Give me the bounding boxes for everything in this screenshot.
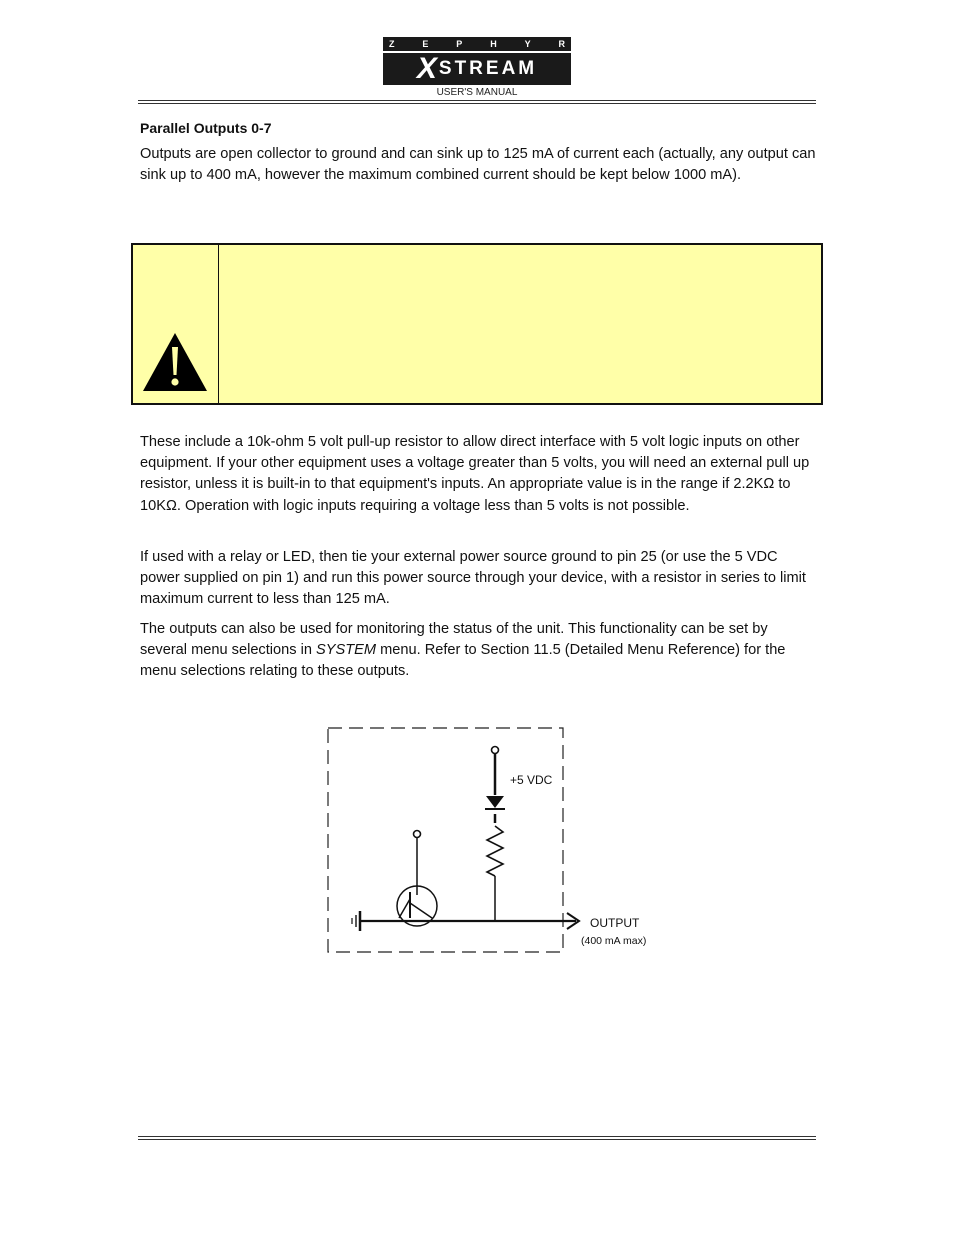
logo-x: X xyxy=(416,52,437,85)
logo-letter: P xyxy=(456,39,463,49)
logo-main-bar xyxy=(383,53,571,85)
logo-letter: Z xyxy=(389,39,395,49)
pullup-paragraph: These include a 10k-ohm 5 volt pull-up resistor to allow direct interface with 5 volt logic inputs on other equipment. If your other equipment uses a voltage greater than 5 volts, you will need an external pull up resistor, unless it is built-in to that equipment's inputs. An appropriate value is in the range if 2.2KΩ to 10KΩ. Operation with logic inputs requiring a voltage less than 5 volts is not possible. xyxy=(140,434,810,514)
system-menu-name: SYSTEM xyxy=(316,642,377,659)
output-circuit-diagram xyxy=(322,720,647,965)
logo-letter: R xyxy=(558,39,565,49)
manual-subtitle: USER'S MANUAL xyxy=(436,87,518,98)
header-rule xyxy=(138,100,816,104)
warning-triangle-icon xyxy=(141,331,209,393)
logo-letter: Y xyxy=(524,39,531,49)
output-max-current-note: (400 mA max) xyxy=(581,935,647,947)
monitoring-text-b: menu. Refer to Section 11.5 (Detailed Menu Reference) for the menu selections relating to these outputs. xyxy=(140,642,786,680)
logo-top-bar xyxy=(383,37,571,51)
section-heading: Parallel Outputs 0-7 xyxy=(140,120,272,136)
warning-box xyxy=(131,243,823,405)
logo-letter: H xyxy=(490,39,497,49)
logo-letter: E xyxy=(422,39,429,49)
logo xyxy=(383,37,571,98)
monitoring-paragraph xyxy=(140,619,816,683)
monitoring-text-a: The outputs can also be used for monitoring the status of the unit. This functionality can be set by several menu selections in xyxy=(140,621,768,659)
warning-divider xyxy=(218,245,219,403)
circuit-schematic xyxy=(322,720,592,960)
logo-word: STREAM xyxy=(438,58,538,79)
intro-paragraph: Outputs are open collector to ground and can sink up to 125 mA of current each (actually, any output can sink up to 400 mA, however the maximum combined current should be kept below 1000 mA). xyxy=(140,146,816,184)
footer-rule xyxy=(138,1136,816,1140)
relay-paragraph: If used with a relay or LED, then tie your external power source ground to pin 25 (or use the 5 VDC power supplied on pin 1) and run this power source through your device, with a resistor in series to limit maximum current to less than 125 mA. xyxy=(140,549,806,608)
vcc-label: +5 VDC xyxy=(510,773,553,787)
output-label: OUTPUT xyxy=(590,916,640,930)
